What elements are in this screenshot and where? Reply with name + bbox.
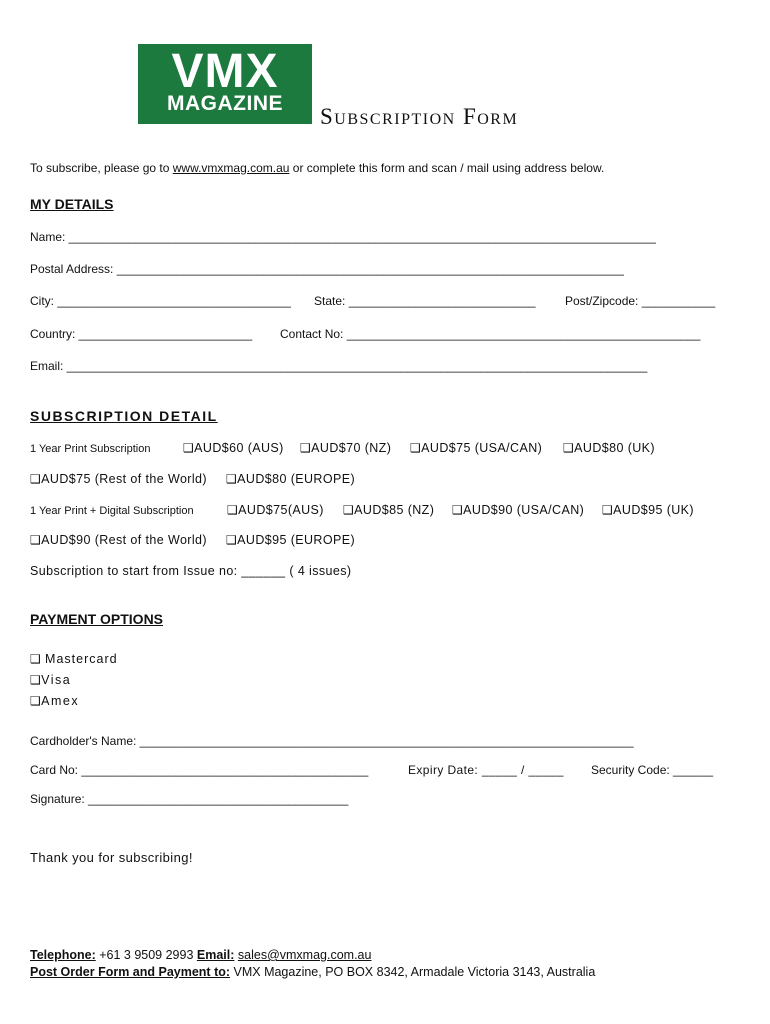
postal-address-field[interactable]: Postal Address: ____________________________________________________________________________ — [30, 262, 624, 276]
digital-option-nz[interactable]: ❑AUD$85 (NZ) — [343, 503, 435, 517]
payment-option-amex[interactable]: ❑Amex — [30, 694, 80, 708]
vmx-magazine-logo — [138, 44, 312, 124]
digital-subscription-label: 1 Year Print + Digital Subscription — [30, 505, 194, 517]
checkbox-icon: ❑ — [226, 472, 238, 486]
logo-magazine-text: MAGAZINE — [167, 92, 283, 115]
digital-option-usa-can[interactable]: ❑AUD$90 (USA/CAN) — [452, 503, 585, 517]
signature-field[interactable]: Signature: _______________________________________ — [30, 792, 349, 806]
email-field[interactable]: Email: _______________________________________________________________________________________ — [30, 359, 648, 373]
expiry-date-field[interactable]: Expiry Date: _____ / _____ — [408, 763, 564, 777]
name-field[interactable]: Name: ________________________________________________________________________________________ — [30, 230, 656, 244]
print-option-rest-of-world[interactable]: ❑AUD$75 (Rest of the World) — [30, 472, 207, 486]
checkbox-icon: ❑ — [563, 441, 575, 455]
telephone-label: Telephone: — [30, 948, 96, 962]
contact-no-field[interactable]: Contact No: _____________________________________________________ — [280, 327, 701, 341]
digital-option-aus[interactable]: ❑AUD$75(AUS) — [227, 503, 324, 517]
checkbox-icon: ❑ — [30, 694, 42, 708]
page-title: Subscription Form — [320, 104, 519, 129]
my-details-heading: MY DETAILS — [30, 196, 114, 212]
email-label: Email: — [196, 948, 235, 962]
digital-option-europe[interactable]: ❑AUD$95 (EUROPE) — [226, 533, 356, 547]
digital-option-rest-of-world[interactable]: ❑AUD$90 (Rest of the World) — [30, 533, 207, 547]
checkbox-icon: ❑ — [30, 472, 42, 486]
checkbox-icon: ❑ — [602, 503, 614, 517]
post-order-label: Post Order Form and Payment to: — [30, 965, 231, 979]
checkbox-icon: ❑ — [30, 673, 42, 687]
checkbox-icon: ❑ — [226, 533, 238, 547]
payment-options-heading: PAYMENT OPTIONS — [30, 611, 164, 627]
checkbox-icon: ❑ — [452, 503, 464, 517]
country-field[interactable]: Country: __________________________ — [30, 327, 253, 341]
postcode-field[interactable]: Post/Zipcode: ___________ — [565, 294, 716, 308]
checkbox-icon: ❑ — [227, 503, 239, 517]
footer-postal — [30, 965, 595, 979]
intro-after: or complete this form and scan / mail using address below. — [289, 161, 605, 175]
print-option-europe[interactable]: ❑AUD$80 (EUROPE) — [226, 472, 356, 486]
email-link[interactable]: sales@vmxmag.com.au — [237, 948, 372, 962]
checkbox-icon: ❑ — [183, 441, 195, 455]
start-issue-field[interactable]: Subscription to start from Issue no: ______ ( 4 issues) — [30, 564, 352, 578]
checkbox-icon: ❑ — [30, 533, 42, 547]
checkbox-icon: ❑ — [300, 441, 312, 455]
print-subscription-label: 1 Year Print Subscription — [30, 443, 151, 455]
print-option-aus[interactable]: ❑AUD$60 (AUS) — [183, 441, 284, 455]
checkbox-icon: ❑ — [30, 652, 42, 666]
checkbox-icon: ❑ — [343, 503, 355, 517]
post-order-address: VMX Magazine, PO BOX 8342, Armadale Victoria 3143, Australia — [230, 965, 596, 979]
security-code-field[interactable]: Security Code: ______ — [591, 763, 714, 777]
subscription-detail-heading: SUBSCRIPTION DETAIL — [30, 408, 218, 424]
city-field[interactable]: City: ___________________________________ — [30, 294, 291, 308]
intro-before: To subscribe, please go to — [30, 161, 173, 175]
print-option-usa-can[interactable]: ❑AUD$75 (USA/CAN) — [410, 441, 543, 455]
footer-contact — [30, 948, 371, 962]
telephone-value: +61 3 9509 2993 — [95, 948, 197, 962]
print-option-uk[interactable]: ❑AUD$80 (UK) — [563, 441, 655, 455]
thank-you-text: Thank you for subscribing! — [30, 850, 193, 865]
state-field[interactable]: State: ____________________________ — [314, 294, 536, 308]
website-link[interactable]: www.vmxmag.com.au — [172, 161, 290, 175]
digital-option-uk[interactable]: ❑AUD$95 (UK) — [602, 503, 694, 517]
intro-text — [30, 161, 604, 175]
logo-vmx-text: VMX — [171, 45, 279, 98]
checkbox-icon: ❑ — [410, 441, 422, 455]
card-number-field[interactable]: Card No: ___________________________________________ — [30, 763, 369, 777]
payment-option-mastercard[interactable]: ❑ Mastercard — [30, 652, 118, 666]
payment-option-visa[interactable]: ❑Visa — [30, 673, 72, 687]
cardholder-name-field[interactable]: Cardholder's Name: __________________________________________________________________________ — [30, 734, 634, 748]
print-option-nz[interactable]: ❑AUD$70 (NZ) — [300, 441, 392, 455]
